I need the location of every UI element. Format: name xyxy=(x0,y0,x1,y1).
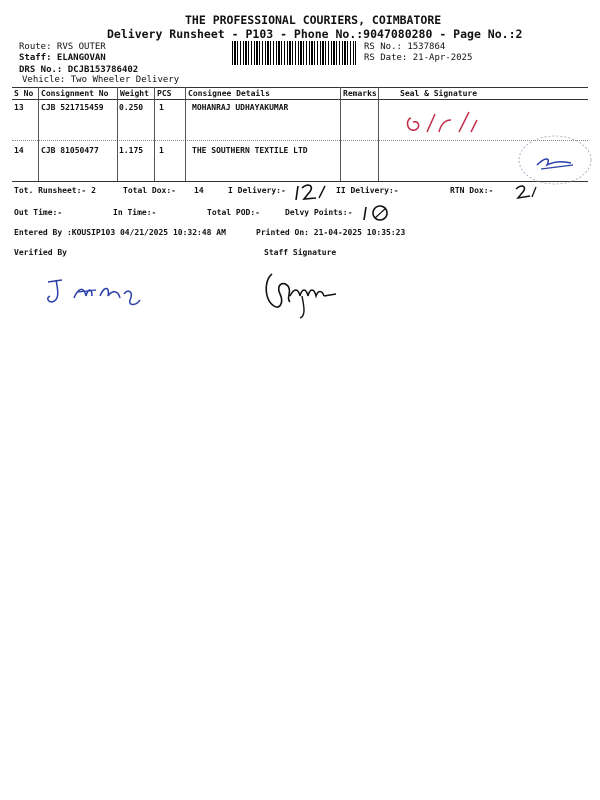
verified-by-label: Verified By xyxy=(14,248,67,257)
col-divider xyxy=(185,87,186,181)
row14-stamp xyxy=(515,135,590,190)
table-row-sno: 14 xyxy=(14,146,24,155)
runsheet-subtitle: Delivery Runsheet - P103 - Phone No.:9047080280 - Page No.:2 xyxy=(107,27,523,41)
out-time-label: Out Time:- xyxy=(14,208,63,217)
col-header-seal: Seal & Signature xyxy=(400,89,478,98)
staff-signature-label: Staff Signature xyxy=(264,248,337,257)
table-row-pcs: 1 xyxy=(159,146,164,155)
drs-number: DRS No.: DCJB153786402 xyxy=(19,65,139,75)
rs-number: RS No.: 1537864 xyxy=(364,42,446,52)
table-row-weight: 1.175 xyxy=(119,146,144,155)
col-header-weight: Weight xyxy=(120,89,149,98)
table-row-consignment: CJB 521715459 xyxy=(41,103,104,112)
row-divider xyxy=(12,140,588,141)
total-pod-label: Total POD:- xyxy=(207,208,260,217)
table-row-weight: 0.250 xyxy=(119,103,144,112)
rs-date: RS Date: 21-Apr-2025 xyxy=(364,53,473,63)
table-row-pcs: 1 xyxy=(159,103,164,112)
col-divider xyxy=(154,87,155,181)
company-title: THE PROFESSIONAL COURIERS, COIMBATORE xyxy=(185,13,442,27)
col-divider xyxy=(117,87,118,181)
rtn-dox-label: RTN Dox:- xyxy=(450,186,494,195)
col-header-consignment: Consignment No xyxy=(41,89,109,98)
col-header-consignee: Consignee Details xyxy=(188,89,270,98)
rtn-handwritten xyxy=(512,183,538,201)
ii-delivery-label: II Delivery:- xyxy=(336,186,399,195)
table-row-consignee: MOHANRAJ UDHAYAKUMAR xyxy=(192,103,289,112)
staff-signature xyxy=(262,266,342,322)
staff-label: Staff: ELANGOVAN xyxy=(19,53,106,63)
delvy-points-label: Delvy Points:- xyxy=(285,208,353,217)
tot-runsheet: Tot. Runsheet:- 2 xyxy=(14,186,96,195)
col-header-sno: S No xyxy=(14,89,34,98)
table-top-rule xyxy=(12,87,588,88)
col-divider xyxy=(340,87,341,181)
table-row-sno: 13 xyxy=(14,103,24,112)
barcode xyxy=(232,41,356,65)
printed-on: Printed On: 21-04-2025 10:35:23 xyxy=(256,228,406,237)
table-header-rule xyxy=(12,99,588,100)
table-row-consignee: THE SOUTHERN TEXTILE LTD xyxy=(192,146,308,155)
vehicle-label: Vehicle: Two Wheeler Delivery xyxy=(22,75,180,85)
entered-by: Entered By :KOUSIP103 04/21/2025 10:32:48 AM xyxy=(14,228,226,237)
row13-handwritten-mark xyxy=(405,108,485,138)
total-dox-value: 14 xyxy=(194,186,204,195)
col-divider xyxy=(378,87,379,181)
total-dox-label: Total Dox:- xyxy=(123,186,176,195)
verifier-signature xyxy=(44,276,144,308)
col-divider xyxy=(38,87,39,181)
route-label: Route: RVS OUTER xyxy=(19,42,106,52)
i-delivery-label: I Delivery:- xyxy=(228,186,286,195)
table-row-consignment: CJB 81050477 xyxy=(41,146,99,155)
in-time-label: In Time:- xyxy=(113,208,157,217)
col-header-pcs: PCS xyxy=(157,89,172,98)
delvy-points-handwritten xyxy=(360,202,392,222)
i-delivery-handwritten xyxy=(292,180,326,202)
col-header-remarks: Remarks xyxy=(343,89,377,98)
